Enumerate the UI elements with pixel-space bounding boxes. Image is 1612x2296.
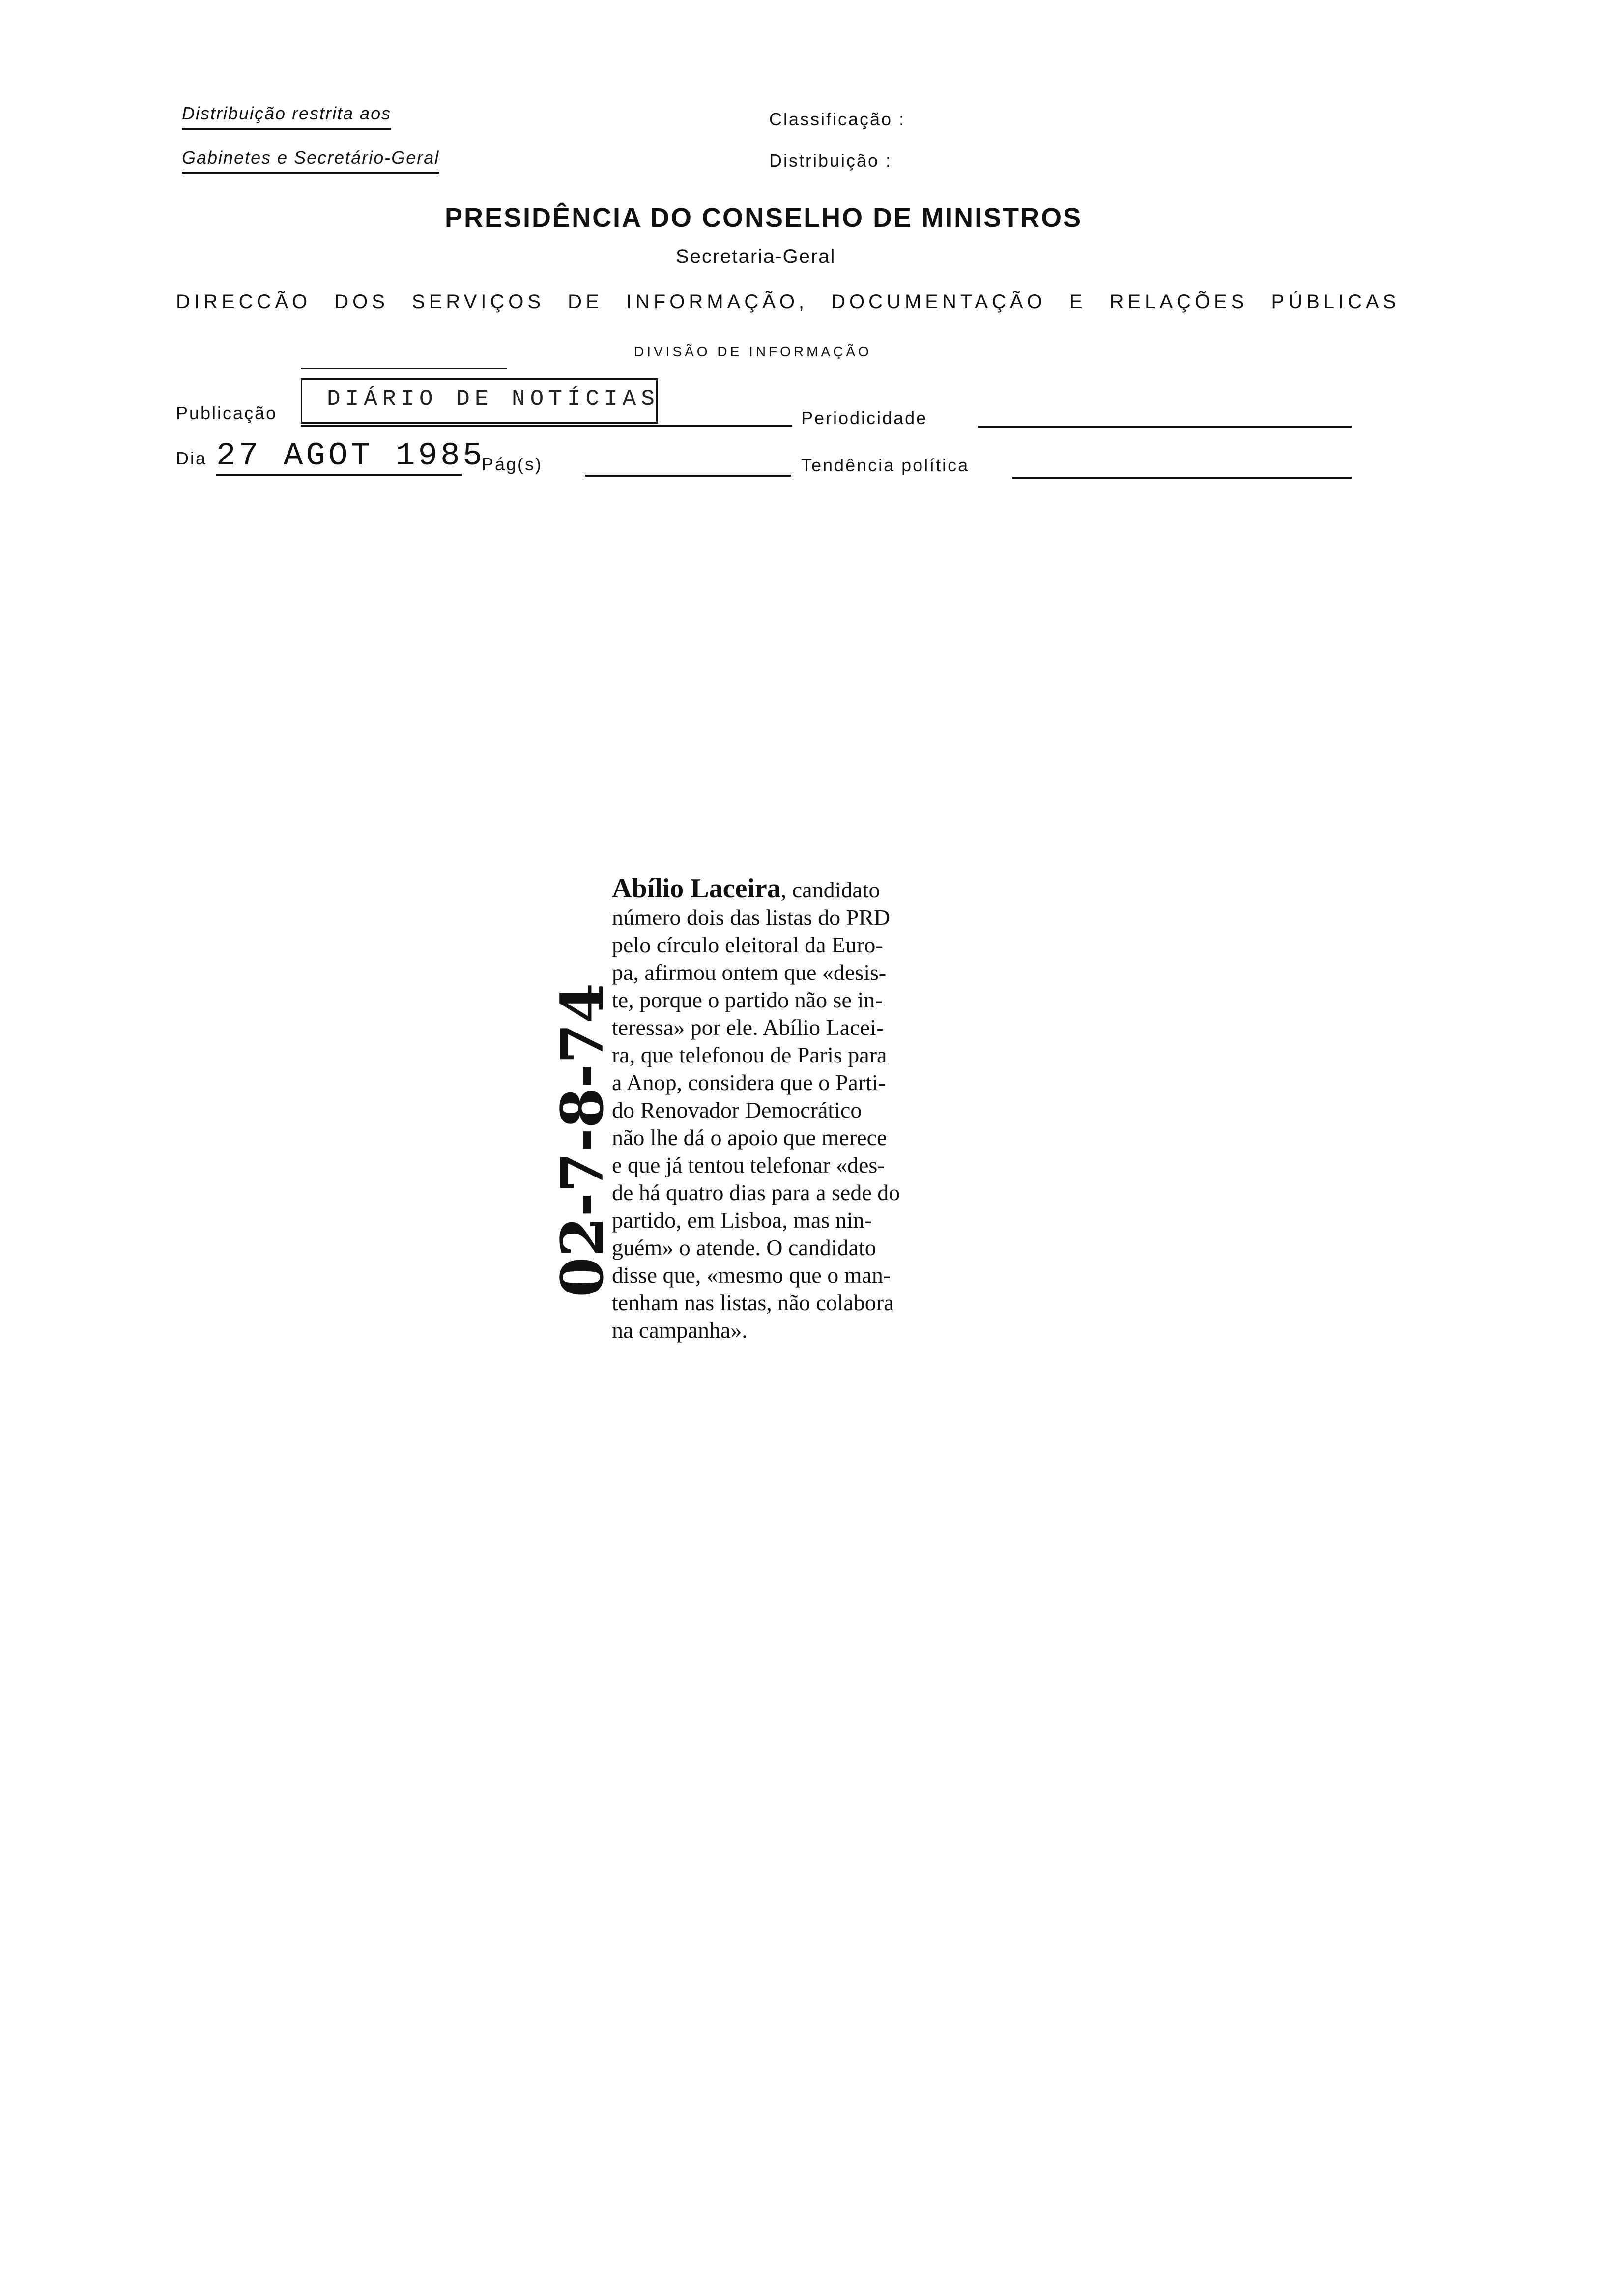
clipping-line: não lhe dá o apoio que merece — [612, 1125, 887, 1150]
publication-label: Publicação — [176, 403, 278, 423]
clipping-line: partido, em Lisboa, mas nin- — [612, 1207, 872, 1233]
publication-stamp-box — [301, 378, 658, 424]
clipping-line: ra, que telefonou de Paris para — [612, 1042, 887, 1067]
periodicity-field-line — [978, 426, 1352, 428]
clipping-line: número dois das listas do PRD — [612, 905, 891, 930]
clipping-line: te, porque o partido não se in- — [612, 987, 883, 1012]
tendency-label: Tendência política — [801, 455, 970, 475]
department-line: DIRECCÃO DOS SERVIÇOS DE INFORMAÇÃO, DOCUMENTAÇÃO E RELAÇÕES PÚBLICAS — [176, 291, 1400, 313]
distribution-label: Distribuição : — [769, 150, 892, 171]
clipping-lead: Abílio Laceira — [612, 873, 781, 904]
clipping-line: e que já tentou telefonar «des- — [612, 1152, 885, 1177]
publication-stamp: DIÁRIO DE NOTÍCIAS — [327, 386, 660, 412]
clipping-line: guém» o atende. O candidato — [612, 1235, 876, 1260]
publication-field-line — [301, 425, 792, 427]
page-title: PRESIDÊNCIA DO CONSELHO DE MINISTROS — [445, 203, 1083, 232]
handwritten-number: 02-7-8-74 — [548, 983, 616, 1297]
day-label: Dia — [176, 448, 207, 468]
clipping-line: teressa» por ele. Abílio Lacei- — [612, 1015, 884, 1040]
clipping-line: a Anop, considera que o Parti- — [612, 1070, 886, 1095]
day-stamp: 27 AGOT 1985 — [216, 437, 486, 474]
clipping-line: pa, afirmou ontem que «desis- — [612, 960, 887, 985]
distribution-restricted-line1: Distribuição restrita aos — [182, 103, 391, 130]
day-field-line — [216, 474, 462, 476]
stamp-top-rule — [301, 368, 507, 369]
classification-label: Classificação : — [769, 109, 906, 129]
clipping-line: de há quatro dias para a sede do — [612, 1180, 900, 1205]
clipping-line: pelo círculo eleitoral da Euro- — [612, 932, 883, 957]
clipping-first-line — [612, 875, 951, 904]
clipping-line: , candidato — [780, 877, 880, 902]
clipping-line: tenham nas listas, não colabora — [612, 1290, 894, 1315]
clipping-line: disse que, «mesmo que o man- — [612, 1263, 891, 1288]
pages-label: Pág(s) — [482, 454, 543, 474]
clipping-line: na campanha». — [612, 1318, 748, 1343]
division-line: DIVISÃO DE INFORMAÇÃO — [634, 344, 872, 359]
pages-field-line — [585, 475, 791, 477]
page-subtitle: Secretaria-Geral — [676, 246, 836, 267]
clipping-line: do Renovador Democrático — [612, 1097, 862, 1122]
tendency-field-line — [1012, 477, 1352, 479]
newspaper-clipping — [612, 875, 951, 1344]
distribution-restricted-line2: Gabinetes e Secretário-Geral — [182, 147, 439, 174]
periodicity-label: Periodicidade — [801, 408, 928, 428]
